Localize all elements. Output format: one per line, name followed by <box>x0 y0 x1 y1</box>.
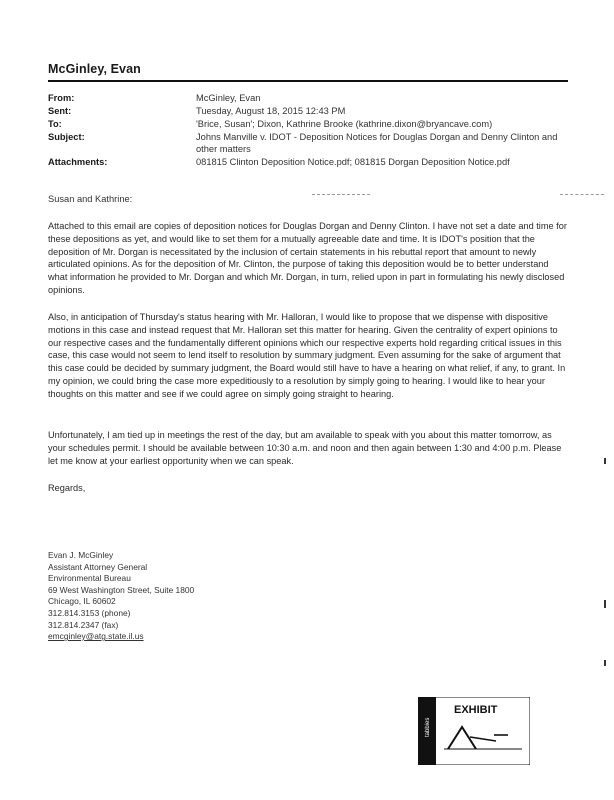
signature-phone: 312.814.3153 (phone) <box>48 607 131 618</box>
body-paragraph-1: Attached to this email are copies of deposition notices for Douglas Dorgan and Denny Clinton. I have not set a date and time for these depositions as yet, and would like to set them for a mutually agreeable date and time. It is IDOT's position that the deposition of Mr. Dorgan is necessitated by the inclusion of certain statements in his rebuttal report that amount to newly articulated opinions. As for the deposition of Mr. Clinton, the purpose of taking this deposition would be to better understand what information he provided to Mr. Dorgan and which Mr. Dorgan, in turn, relied upon in part in formulating his newly disclosed opinions. <box>48 221 567 295</box>
signature-block <box>48 550 194 643</box>
sent-label: Sent: <box>48 106 72 116</box>
signature-city: Chicago, IL 60602 <box>48 596 116 607</box>
signature-name: Evan J. McGinley <box>48 550 114 560</box>
body-paragraph-2: Also, in anticipation of Thursday's status hearing with Mr. Halloran, I would like to propose that we dispense with dispositive motions in this case and instead request that Mr. Halloran set this matter for hearing. Given the centrality of expert opinions to our respective cases and the fundamentally different opinions which our respective experts hold regarding critical issues in this case, this case would not seem to lend itself to resolution by summary judgment. Even assuming for the sake of argument that this case could be decided by summary judgment, the Board would still have to have a hearing on what relief, if any, to grant. In my opinion, we could bring the case more expeditiously to a resolution by simply going to hearing. I would like to hear your thoughts on this matter and see if we could agree on simply going straight to hearing. <box>48 312 566 399</box>
sent-value: Tuesday, August 18, 2015 12:43 PM <box>196 106 346 116</box>
exhibit-sticker <box>418 697 530 765</box>
title-divider <box>48 80 568 82</box>
signature-fax: 312.814.2347 (fax) <box>48 619 119 630</box>
from-value: McGinley, Evan <box>196 93 261 103</box>
page-title: McGinley, Evan <box>48 62 141 76</box>
signature-title: Assistant Attorney General <box>48 561 148 572</box>
subject-value-line1: Johns Manville v. IDOT - Deposition Notices for Douglas Dorgan and Denny Clinton and <box>196 132 558 142</box>
exhibit-sticker-graphic <box>418 697 530 765</box>
exhibit-label: EXHIBIT <box>454 704 498 716</box>
salutation: Susan and Kathrine: <box>48 194 133 204</box>
scan-edge-mark <box>604 660 606 666</box>
subject-label: Subject: <box>48 132 85 142</box>
attachments-label: Attachments: <box>48 157 108 167</box>
signature-email-link[interactable]: emcginley@atg.state.il.us <box>48 631 144 642</box>
closing: Regards, <box>48 483 86 493</box>
body-paragraph-3: Unfortunately, I am tied up in meetings the rest of the day, but am available to speak with you about this matter tomorrow, as your schedules permit. I should be available between 10:30 a.m. and noon and then again between 1:30 and 4:00 p.m. Please let me know at your earliest opportunity when we can speak. <box>48 430 562 466</box>
sticker-tab-text: tabbies <box>425 717 431 737</box>
scan-edge-mark <box>604 600 606 608</box>
signature-bureau: Environmental Bureau <box>48 573 131 584</box>
to-label: To: <box>48 119 62 129</box>
to-value: 'Brice, Susan'; Dixon, Kathrine Brooke (kathrine.dixon@bryancave.com) <box>196 119 493 129</box>
scan-artifact-dash <box>312 194 370 195</box>
from-label: From: <box>48 93 75 103</box>
scan-artifact-dash <box>560 194 604 195</box>
attachments-value: 081815 Clinton Deposition Notice.pdf; 081815 Dorgan Deposition Notice.pdf <box>196 157 510 167</box>
scan-edge-mark <box>604 458 606 464</box>
signature-address: 69 West Washington Street, Suite 1800 <box>48 584 195 595</box>
subject-value-line2: other matters <box>196 144 251 154</box>
